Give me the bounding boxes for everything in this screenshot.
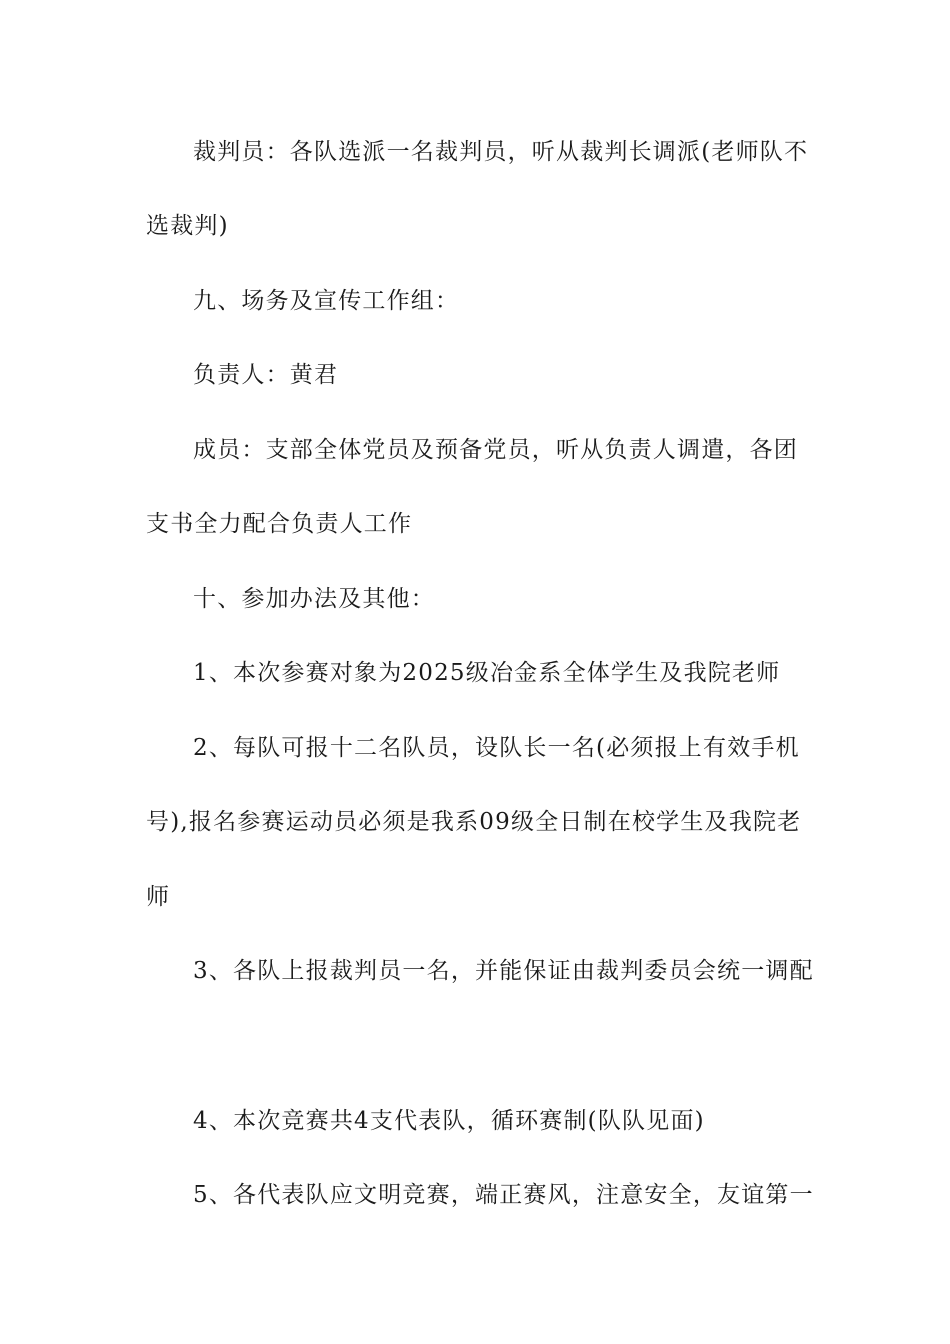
text-line-referee: 裁判员：各队选派一名裁判员，听从裁判长调派(老师队不 xyxy=(193,139,809,165)
list-item-3: 3、各队上报裁判员一名，并能保证由裁判委员会统一调配 xyxy=(193,958,814,984)
list-item-4: 4、本次竞赛共4支代表队，循环赛制(队队见面) xyxy=(193,1108,705,1134)
list-item-2-cont: 号),报名参赛运动员必须是我系09级全日制在校学生及我院老 xyxy=(146,809,802,835)
text-line-members-cont: 支书全力配合负责人工作 xyxy=(146,511,413,537)
section-heading-participation: 十、参加办法及其他： xyxy=(193,586,435,612)
list-item-2-cont-2: 师 xyxy=(146,884,171,910)
text-line-members: 成员：支部全体党员及预备党员，听从负责人调遣，各团 xyxy=(193,437,798,463)
section-heading-venue: 九、场务及宣传工作组： xyxy=(193,288,460,314)
list-item-2: 2、每队可报十二名队员，设队长一名(必须报上有效手机 xyxy=(193,735,800,761)
list-item-1: 1、本次参赛对象为2025级冶金系全体学生及我院老师 xyxy=(193,660,781,686)
list-item-5: 5、各代表队应文明竞赛，端正赛风，注意安全，友谊第一 xyxy=(193,1182,814,1208)
text-line-person-in-charge: 负责人：黄君 xyxy=(193,362,339,388)
text-line-referee-cont: 选裁判) xyxy=(146,213,229,239)
